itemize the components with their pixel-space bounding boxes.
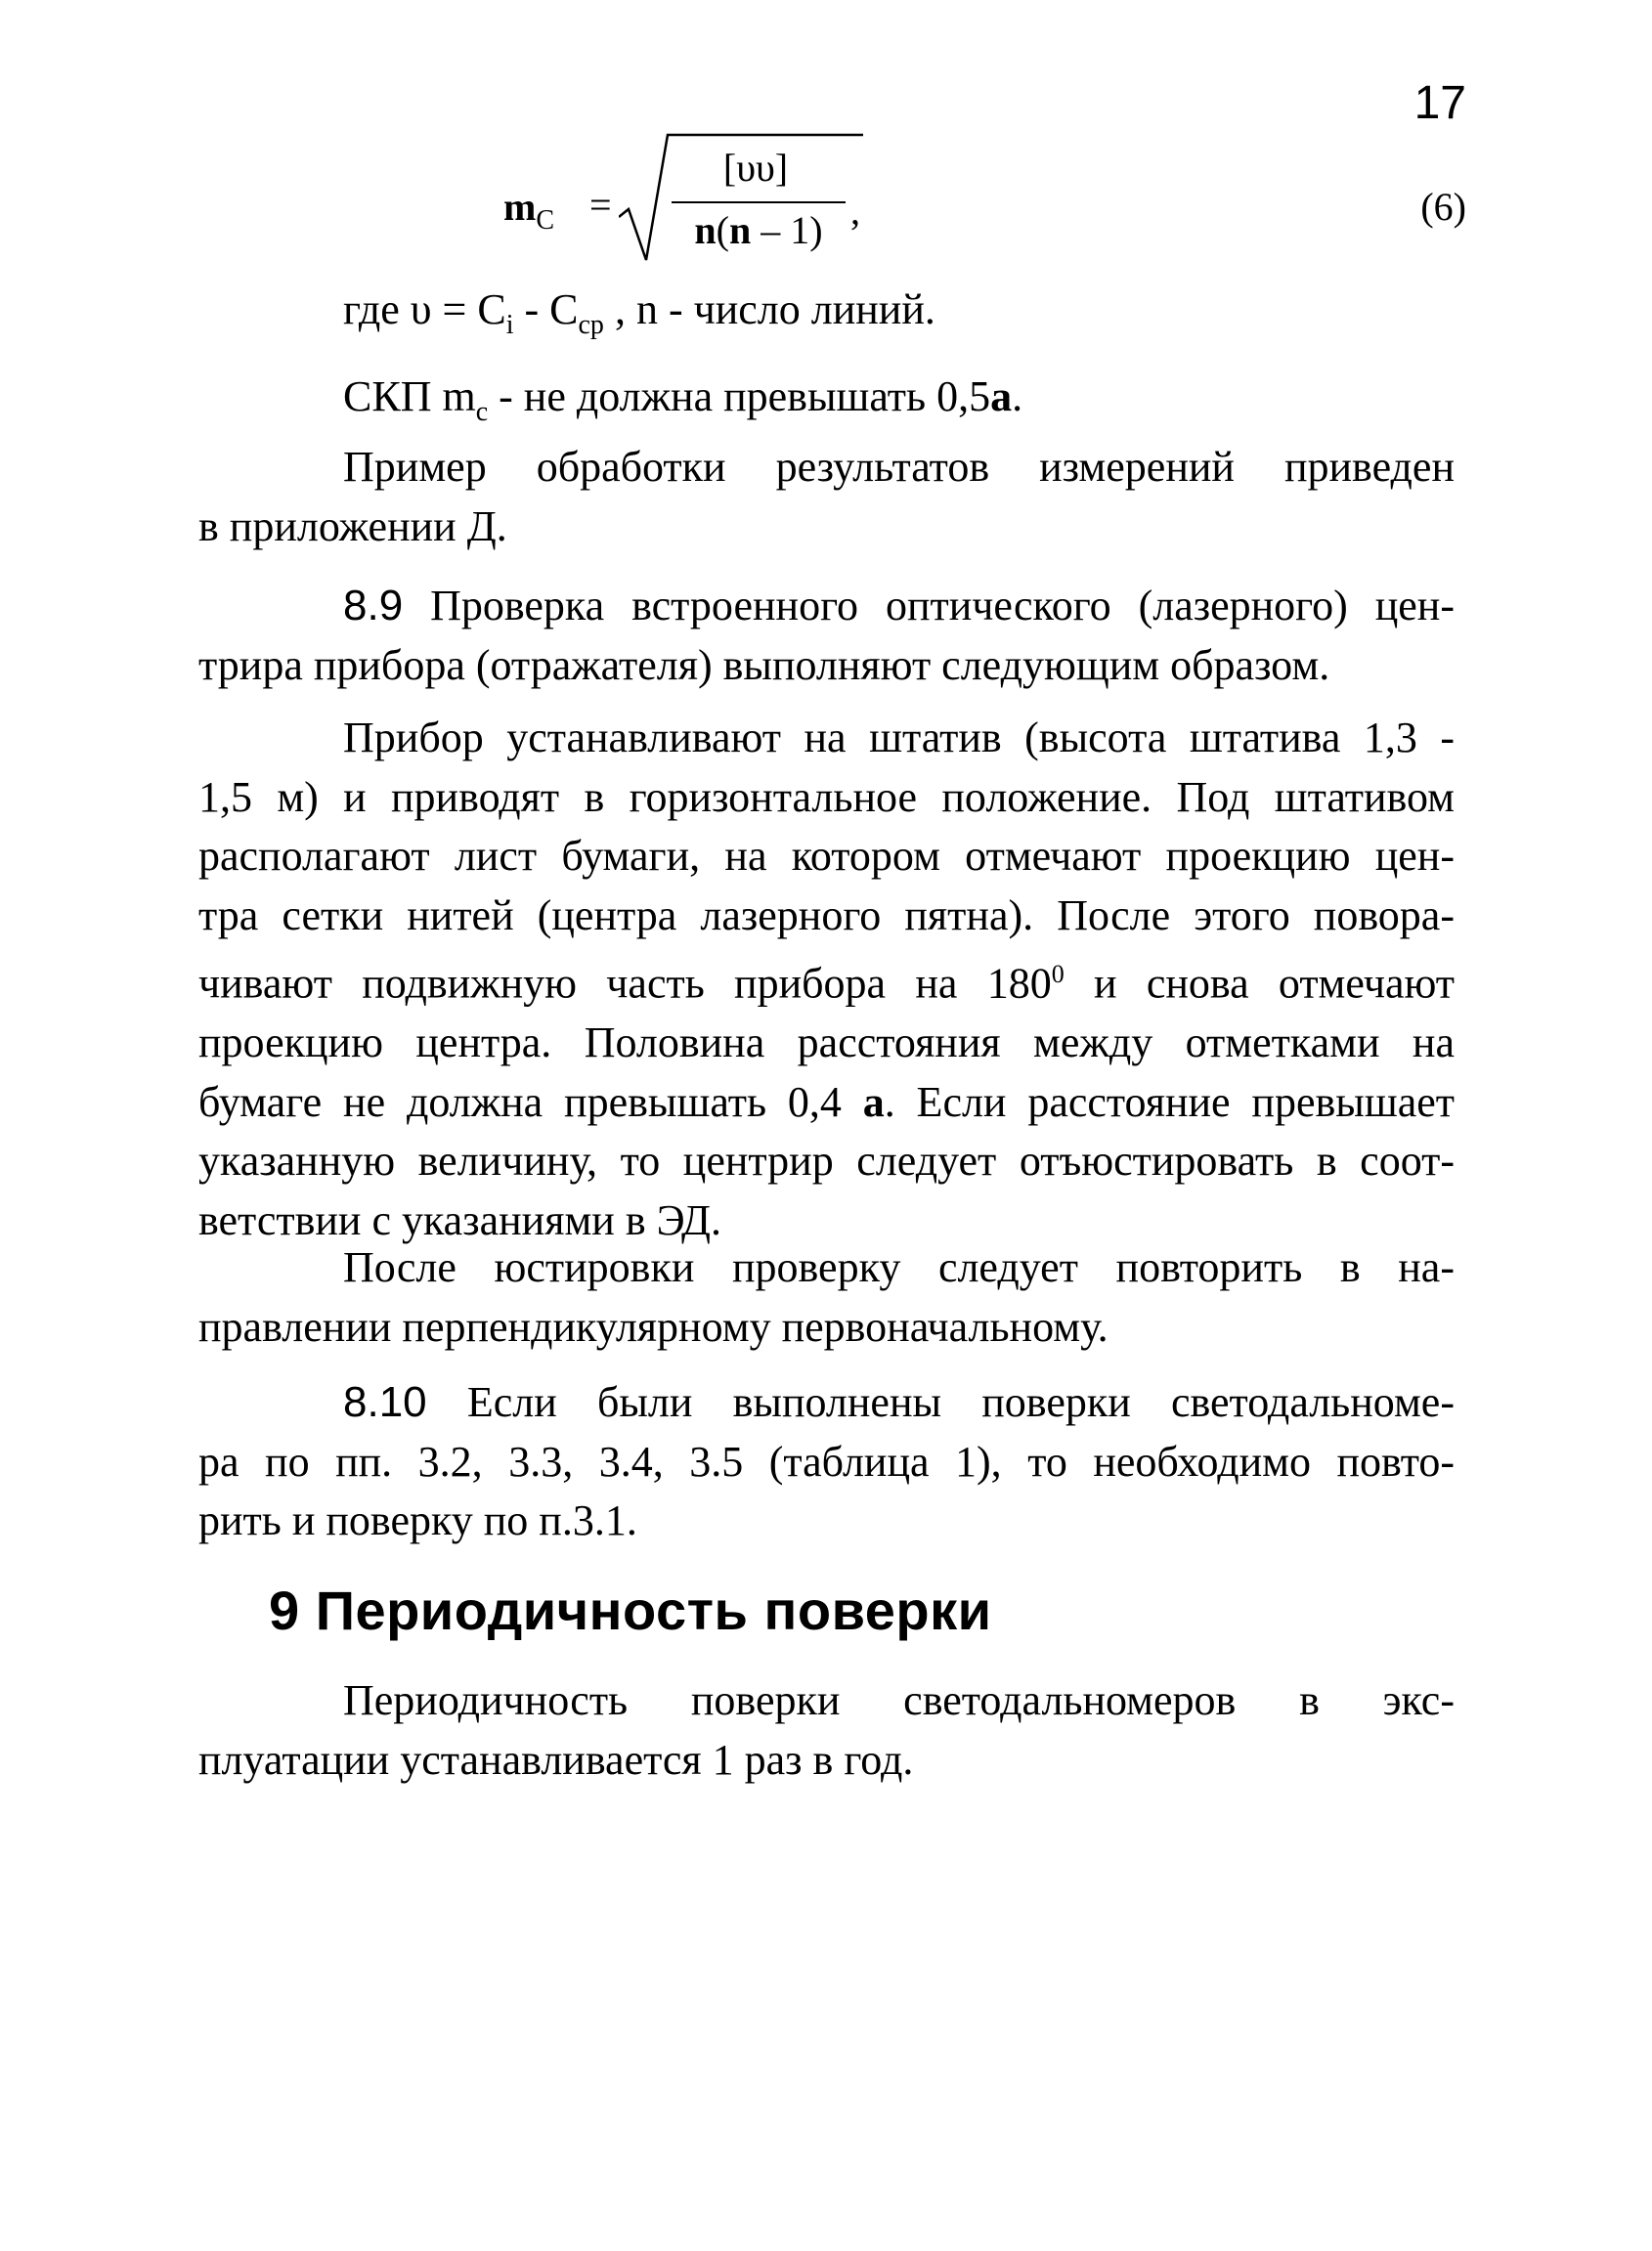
paragraph-8-9: 8.9 Проверка встроенного оптического (лазерного) цен- трира прибора (отражателя) выполняют следующим образом. (198, 582, 1455, 689)
paragraph-device-setup: Прибор устанавливают на штатив (высота штатива 1,3 - 1,5 м) и приводят в горизонтальное положение. Под штативом располагают лист бумаги, на котором отмечают проекцию цен- тра сетки нитей (центра лазерного пятна). После этого повора- чивают подвижную часть прибора на $180^0$ и снова отмечают проекцию центра. Половина расстояния между отметками на бумаге не должна превышать 0,4 а. Если расстояние превышает указанную величину, то центрир следует отъюстировать в соот- ветствии с указаниями в ЭД. (198, 714, 1455, 1244)
skp-limit: СКП $m_c$ - не должна превышать 0,5a. (343, 372, 1023, 427)
section-heading: 9 Периодичность поверки (269, 1580, 992, 1641)
paragraph-periodicity: Периодичность поверки светодальномеров в экс- плуатации устанавливается 1 раз в год. (198, 1676, 1455, 1784)
paragraph-after-adjustment: После юстировки проверку следует повторить в на- правлении перпендикулярному первоначальному. (198, 1243, 1455, 1351)
formula-numerator: [υυ] (722, 146, 789, 190)
fraction-bar (672, 201, 846, 203)
formula-comma: , (850, 189, 860, 233)
formula-equals: = (589, 183, 612, 227)
page-number: 17 (1413, 77, 1466, 129)
formula-denominator: n(n – 1) (694, 208, 823, 252)
equation-number: (6) (1420, 185, 1466, 229)
paragraph-example: Пример обработки результатов измерений приведен в приложении Д. (198, 443, 1455, 550)
formula-lhs: $m_C$ (503, 185, 555, 236)
formula-legend: где $\upsilon = C_i - C_{ср}$ , n - число линий. (343, 285, 935, 340)
formula-mc (503, 127, 1090, 274)
paragraph-8-10: 8.10 Если были выполнены поверки светодальноме- ра по пп. 3.2, 3.3, 3.4, 3.5 (таблица 1), то необходимо повто- рить и поверку по п.3.1. (198, 1378, 1455, 1544)
